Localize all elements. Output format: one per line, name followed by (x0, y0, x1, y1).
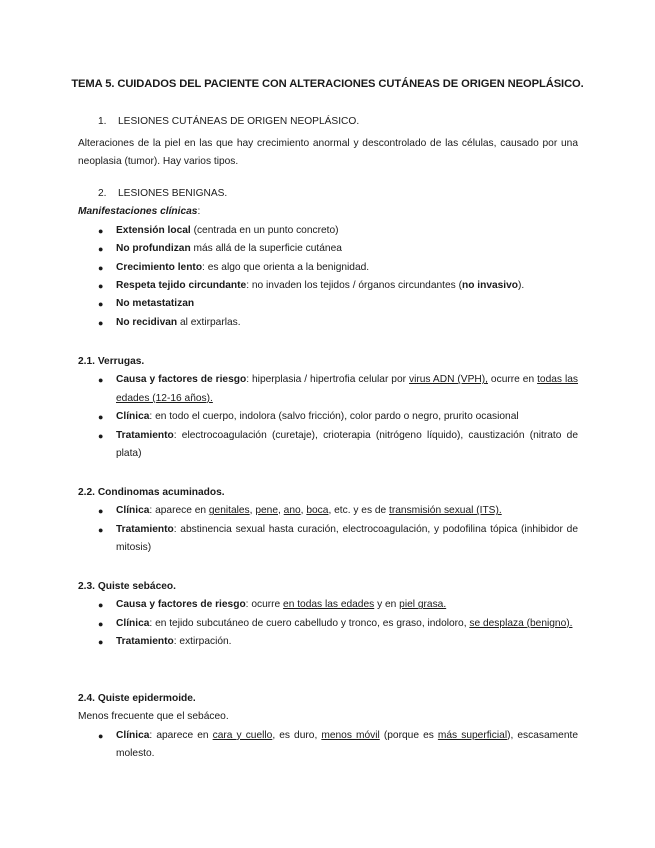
list-item: ● Causa y factores de riesgo: ocurre en todas las edades y en piel grasa. (78, 596, 578, 614)
list-item: ● Clínica: en todo el cuerpo, indolora (salvo fricción), color pardo o negro, prurito ocasional (78, 408, 578, 426)
list-item: ● Crecimiento lento: es algo que orienta a la benignidad. (78, 259, 578, 277)
section-2-number: 2. (98, 188, 107, 199)
list-item: ● Tratamiento: electrocoagulación (curetaje), crioterapia (nitrógeno líquido), caustización (nitrato de plata) (78, 427, 578, 464)
section-2-1-heading: 2.1. Verrugas. (78, 356, 145, 367)
bullet-icon: ● (98, 225, 104, 236)
section-1-paragraph: Alteraciones de la piel en las que hay crecimiento anormal y descontrolado de las células, causado por una neoplasia (tumor). Hay varios tipos. (78, 138, 578, 168)
bullet-icon: ● (98, 317, 104, 328)
bullet-icon: ● (98, 506, 104, 517)
list-item: ● Respeta tejido circundante: no invaden los tejidos / órganos circundantes (no invasivo). (78, 277, 578, 295)
section-2-4-heading: 2.4. Quiste epidermoide. (78, 693, 196, 704)
list-item: ● Clínica: aparece en cara y cuello, es duro, menos móvil (porque es más superficial), escasamente molesto. (78, 727, 578, 764)
section-2 (78, 185, 578, 332)
bullet-icon: ● (98, 430, 104, 441)
bullet-icon: ● (98, 412, 104, 423)
section-2-2-heading: 2.2. Condinomas acuminados. (78, 487, 225, 498)
document-title: TEMA 5. CUIDADOS DEL PACIENTE CON ALTERACIONES CUTÁNEAS DE ORIGEN NEOPLÁSICO. (71, 78, 584, 90)
quiste-sebaceo-list (78, 596, 578, 651)
list-item: ● Extensión local (centrada en un punto concreto) (78, 222, 578, 240)
section-2-1 (78, 353, 578, 463)
list-item: ● No metastatizan (78, 295, 578, 313)
section-1-number: 1. (98, 116, 107, 127)
bullet-icon: ● (98, 618, 104, 629)
section-2-heading (78, 185, 578, 203)
list-item: ● Causa y factores de riesgo: hiperplasia / hipertrofia celular por virus ADN (VPH), ocurre en todas las edades (12-16 años). (78, 371, 578, 408)
bullet-icon: ● (98, 637, 104, 648)
section-2-3-heading: 2.3. Quiste sebáceo. (78, 581, 176, 592)
section-1-heading (78, 113, 578, 131)
condinomas-list (78, 502, 578, 557)
section-2-2 (78, 484, 578, 558)
bullet-icon: ● (98, 524, 104, 535)
bullet-icon: ● (98, 281, 104, 292)
list-item: ● No profundizan más allá de la superficie cutánea (78, 240, 578, 258)
bullet-icon: ● (98, 299, 104, 310)
section-2-4 (78, 690, 578, 764)
bullet-icon: ● (98, 262, 104, 273)
list-item: ● Clínica: aparece en genitales, pene, ano, boca, etc. y es de transmisión sexual (ITS). (78, 502, 578, 520)
quiste-epidermoide-list (78, 727, 578, 764)
list-item: ● Clínica: en tejido subcutáneo de cuero cabelludo y tronco, es graso, indoloro, se desplaza (benigno). (78, 615, 578, 633)
bullet-icon: ● (98, 244, 104, 255)
section-1-title: LESIONES CUTÁNEAS DE ORIGEN NEOPLÁSICO. (118, 116, 360, 127)
bullet-icon: ● (98, 600, 104, 611)
section-2-4-paragraph: Menos frecuente que el sebáceo. (78, 711, 229, 723)
benign-features-list (78, 222, 578, 332)
section-1 (78, 113, 578, 131)
bullet-icon: ● (98, 730, 104, 741)
list-item: ● Tratamiento: abstinencia sexual hasta curación, electrocoagulación, y podofilina tópica (inhibidor de mitosis) (78, 521, 578, 558)
manifestaciones-label: Manifestaciones clínicas: (78, 206, 201, 218)
section-2-3 (78, 578, 578, 652)
list-item: ● Tratamiento: extirpación. (78, 633, 578, 651)
bullet-icon: ● (98, 375, 104, 386)
verrugas-list (78, 371, 578, 463)
section-2-title: LESIONES BENIGNAS. (118, 188, 228, 199)
list-item: ● No recidivan al extirparlas. (78, 314, 578, 332)
